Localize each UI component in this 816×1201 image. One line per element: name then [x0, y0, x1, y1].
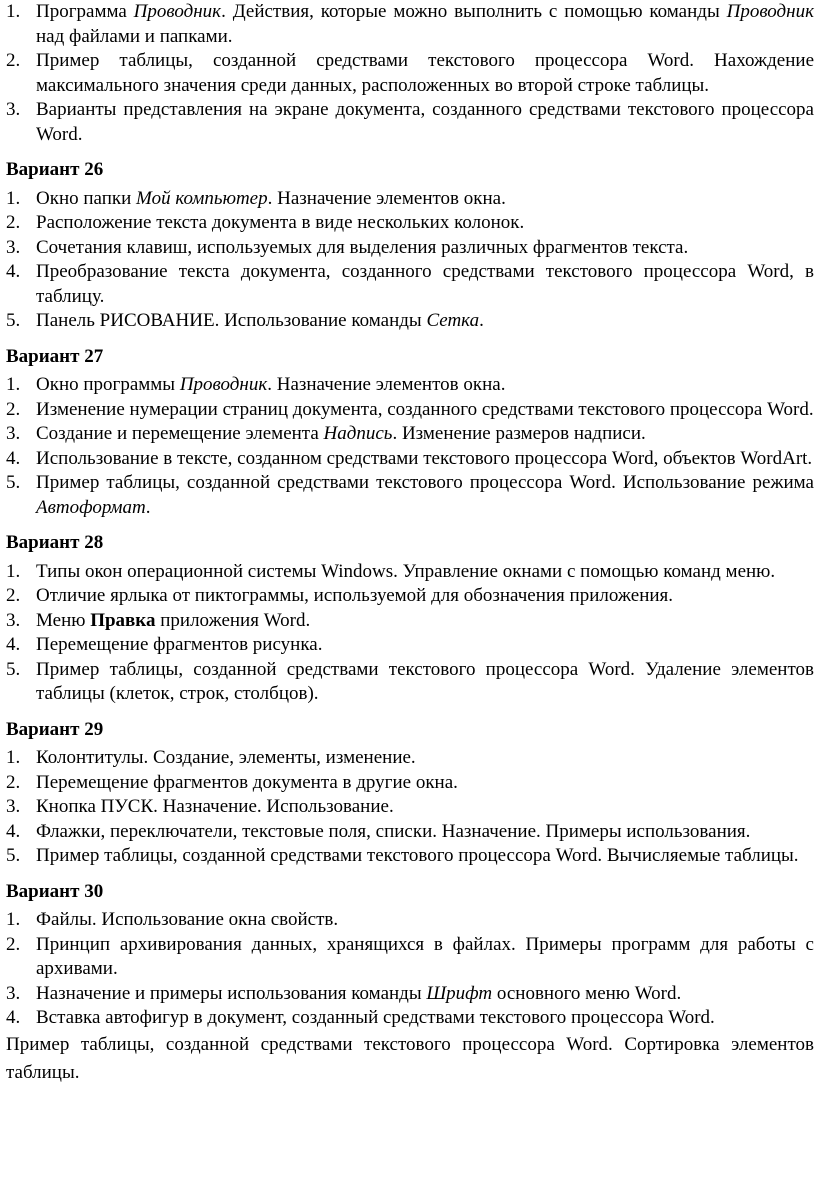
text-run: Пример таблицы, созданной средствами текстового процессора Word. Вычисляемые таблицы.: [36, 845, 799, 866]
text-run: .: [479, 310, 484, 331]
question-text: [36, 609, 814, 634]
question-number: 4.: [6, 447, 21, 469]
variant-section: [6, 0, 814, 147]
question-text: [36, 771, 814, 796]
text-run: Пример таблицы, созданной средствами текстового процессора Word. Нахождение максимального значения среди данных, расположенных во второй строке таблицы.: [36, 50, 814, 96]
question-number: 4.: [6, 261, 21, 282]
text-run: Кнопка ПУСК. Назначение. Использование.: [36, 796, 394, 817]
text-run: Принцип архивирования данных, хранящихся в файлах. Примеры программ для работы с архивами.: [36, 933, 814, 979]
text-run: Вставка автофигур в документ, созданный средствами текстового процессора Word.: [36, 1007, 715, 1028]
question-text: [36, 447, 814, 472]
question-item: [6, 746, 814, 771]
text-run: Преобразование текста документа, созданного средствами текстового процессора Word, в таблицу.: [36, 261, 814, 307]
question-item: [6, 908, 814, 933]
question-list: [6, 746, 814, 869]
italic-term: Проводник: [726, 1, 814, 22]
text-run: . Назначение элементов окна.: [267, 187, 506, 209]
variant-heading: Вариант 26: [6, 159, 104, 180]
variant-heading: Вариант 29: [6, 718, 104, 740]
text-run: Перемещение фрагментов документа в другие окна.: [36, 771, 458, 793]
italic-term: Сетка: [426, 310, 480, 331]
question-item: [6, 795, 814, 820]
question-number: 4.: [6, 820, 21, 842]
question-list: [6, 560, 814, 707]
italic-term: Надпись: [323, 423, 393, 444]
question-item: [6, 187, 814, 212]
text-run: Окно программы: [36, 374, 180, 395]
variant-section: [6, 880, 814, 1087]
question-number: 5.: [6, 845, 21, 866]
text-run: над файлами и папками.: [36, 25, 233, 47]
question-number: 2.: [6, 50, 21, 71]
question-number: 3.: [6, 99, 21, 120]
question-number: 2.: [6, 398, 21, 420]
bold-term: Правка: [90, 609, 156, 631]
question-text: [36, 373, 814, 398]
question-item: [6, 236, 814, 261]
question-number: 1.: [6, 374, 21, 395]
question-text: [36, 658, 814, 707]
question-text: [36, 820, 814, 845]
text-run: Сочетания клавиш, используемых для выделения различных фрагментов текста.: [36, 236, 689, 258]
italic-term: Проводник: [133, 1, 222, 22]
text-run: . Назначение элементов окна.: [267, 374, 506, 395]
question-list: [6, 908, 814, 1031]
question-item: [6, 211, 814, 236]
question-number: 2.: [6, 585, 21, 606]
question-text: [36, 260, 814, 309]
question-item: [6, 0, 814, 49]
question-number: 2.: [6, 933, 21, 955]
variant-section: [6, 531, 814, 707]
text-run: . Изменение размеров надписи.: [392, 423, 646, 444]
question-item: [6, 771, 814, 796]
question-text: [36, 236, 814, 261]
text-run: Пример таблицы, созданной средствами текстового процессора Word. Использование режима: [36, 472, 814, 493]
question-text: [36, 584, 814, 609]
question-text: [36, 795, 814, 820]
text-run: Использование в тексте, созданном средствами текстового процессора Word, объектов WordArt.: [36, 447, 813, 469]
text-run: Колонтитулы. Создание, элементы, изменение.: [36, 747, 416, 768]
text-run: .: [145, 496, 151, 518]
italic-term: Шрифт: [426, 982, 493, 1004]
variant-section: [6, 718, 814, 869]
question-text: [36, 422, 814, 447]
question-number: 2.: [6, 212, 21, 233]
text-run: Отличие ярлыка от пиктограммы, используемой для обозначения приложения.: [36, 585, 674, 606]
variant-heading: Вариант 27: [6, 345, 104, 367]
question-item: [6, 98, 814, 147]
question-number: 4.: [6, 634, 21, 655]
question-number: 1.: [6, 187, 21, 209]
text-run: основного меню Word.: [492, 982, 682, 1004]
question-item: [6, 309, 814, 334]
question-item: [6, 633, 814, 658]
question-number: 5.: [6, 658, 21, 680]
text-run: Перемещение фрагментов рисунка.: [36, 634, 323, 655]
question-text: [36, 908, 814, 933]
text-run: Пример таблицы, созданной средствами текстового процессора Word. Удаление элементов таблицы (клеток, строк, столбцов).: [36, 658, 814, 704]
question-text: [36, 633, 814, 658]
question-text: [36, 398, 814, 423]
question-list: [6, 187, 814, 334]
question-item: [6, 609, 814, 634]
text-run: Типы окон операционной системы Windows. Управление окнами с помощью команд меню.: [36, 560, 776, 582]
question-item: [6, 373, 814, 398]
question-number: 3.: [6, 236, 21, 258]
question-item: [6, 49, 814, 98]
question-text: [36, 0, 814, 49]
question-text: [36, 560, 814, 585]
text-run: Флажки, переключатели, текстовые поля, списки. Назначение. Примеры использования.: [36, 820, 751, 842]
question-text: [36, 1006, 814, 1031]
question-number: 5.: [6, 310, 21, 331]
question-item: [6, 560, 814, 585]
text-run: Панель РИСОВАНИЕ. Использование команды: [36, 310, 427, 331]
variant-section: [6, 158, 814, 334]
text-run: . Действия, которые можно выполнить с помощью команды: [221, 1, 727, 22]
question-item: [6, 422, 814, 447]
variant-section: [6, 345, 814, 521]
text-run: Окно папки: [36, 187, 137, 209]
question-text: [36, 982, 814, 1007]
question-item: [6, 584, 814, 609]
text-run: Варианты представления на экране документа, созданного средствами текстового процессора Word.: [36, 99, 814, 145]
variant-heading: Вариант 28: [6, 532, 104, 553]
text-run: Создание и перемещение элемента: [36, 423, 324, 444]
question-item: [6, 933, 814, 982]
question-number: 1.: [6, 1, 21, 22]
text-run: Назначение и примеры использования команды: [36, 982, 427, 1004]
question-number: 3.: [6, 423, 21, 444]
question-text: [36, 746, 814, 771]
question-item: [6, 1006, 814, 1031]
question-item: [6, 982, 814, 1007]
question-number: 5.: [6, 472, 21, 493]
unnumbered-paragraph: Пример таблицы, созданной средствами текстового процессора Word. Сортировка элементов таблицы.: [6, 1033, 814, 1083]
italic-term: Мой компьютер: [136, 187, 268, 209]
italic-term: Автоформат: [36, 496, 146, 518]
question-number: 3.: [6, 982, 21, 1004]
variant-heading: Вариант 30: [6, 880, 104, 902]
question-text: [36, 98, 814, 147]
question-item: [6, 658, 814, 707]
question-item: [6, 260, 814, 309]
question-text: [36, 187, 814, 212]
text-run: Меню: [36, 609, 91, 631]
question-text: [36, 309, 814, 334]
text-run: приложения Word.: [155, 609, 311, 631]
question-list: [6, 0, 814, 147]
text-run: Файлы. Использование окна свойств.: [36, 909, 339, 930]
question-number: 1.: [6, 747, 21, 768]
question-number: 3.: [6, 609, 21, 631]
question-item: [6, 398, 814, 423]
question-text: [36, 49, 814, 98]
question-text: [36, 844, 814, 869]
text-run: Расположение текста документа в виде нескольких колонок.: [36, 212, 525, 233]
question-item: [6, 844, 814, 869]
question-text: [36, 211, 814, 236]
question-item: [6, 471, 814, 520]
text-run: Изменение нумерации страниц документа, созданного средствами текстового процессора Word.: [36, 398, 814, 420]
question-number: 3.: [6, 796, 21, 817]
question-number: 1.: [6, 909, 21, 930]
question-number: 1.: [6, 560, 21, 582]
question-number: 4.: [6, 1007, 21, 1028]
question-item: [6, 447, 814, 472]
question-list: [6, 373, 814, 520]
question-item: [6, 820, 814, 845]
italic-term: Проводник: [179, 374, 268, 395]
text-run: Программа: [36, 1, 134, 22]
question-text: [36, 933, 814, 982]
question-text: [36, 471, 814, 520]
question-number: 2.: [6, 771, 21, 793]
